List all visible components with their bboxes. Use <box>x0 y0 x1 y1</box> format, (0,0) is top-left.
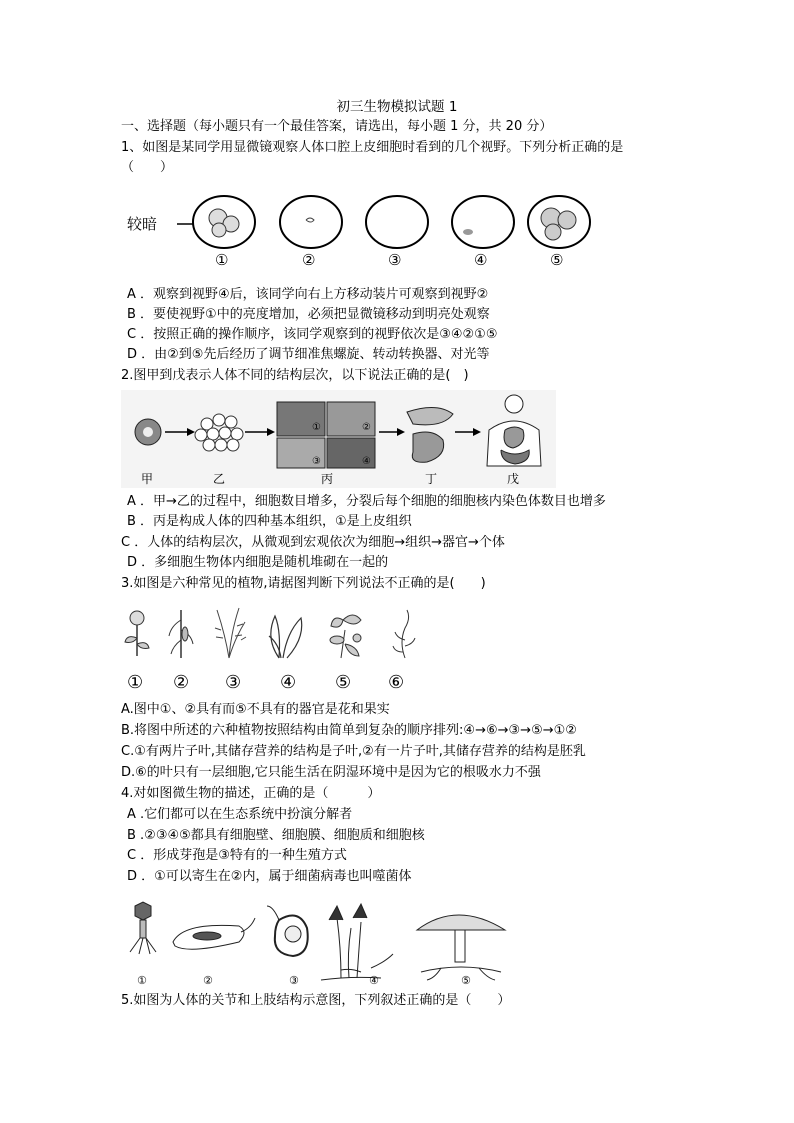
q2-stem: 2.图甲到戊表示人体不同的结构层次，以下说法正确的是( ) <box>121 368 469 383</box>
q3-fig-label-5: ⑤ <box>335 672 352 693</box>
q4-option-a: A .它们都可以在生态系统中扮演分解者 <box>127 807 353 822</box>
q2-tissue-4: ④ <box>362 456 371 467</box>
q1-option-a: A ．观察到视野④后，该同学向右上方移动装片可观察到视野② <box>127 287 489 302</box>
q4-option-c: C ．形成芽孢是③特有的一种生殖方式 <box>127 848 347 863</box>
q2-fig-label-ding: 丁 <box>425 472 438 486</box>
q4-microbes-figure <box>121 898 511 988</box>
q1-option-d: D ．由②到⑤先后经历了调节细准焦螺旋、转动转换器、对光等 <box>127 347 490 362</box>
q3-fig-label-2: ② <box>173 672 190 693</box>
q2-tissue-3: ③ <box>312 456 321 467</box>
q2-option-a: A ．甲→乙的过程中，细胞数目增多，分裂后每个细胞的细胞核内染色体数目也增多 <box>127 494 606 509</box>
q1-fig-label-dim: 较暗 <box>127 215 158 233</box>
q1-fig-label-4: ④ <box>474 251 488 269</box>
q1-option-c: C ．按照正确的操作顺序，该同学观察到的视野依次是③④②①⑤ <box>127 327 498 342</box>
q3-fig-label-1: ① <box>127 672 144 693</box>
q3-option-b: B.将图中所述的六种植物按照结构由简单到复杂的顺序排列:④→⑥→③→⑤→①② <box>121 723 577 738</box>
q4-option-b: B .②③④⑤都具有细胞壁、细胞膜、细胞质和细胞核 <box>127 828 425 843</box>
q4-fig-label-3: ③ <box>289 974 299 987</box>
q1-fig-label-1: ① <box>215 251 229 269</box>
q4-fig-label-1: ① <box>137 974 147 987</box>
q1-stem: 1、如图是某同学用显微镜观察人体口腔上皮细胞时看到的几个视野。下列分析正确的是 <box>121 140 624 155</box>
q3-stem: 3.如图是六种常见的植物,请据图判断下列说法不正确的是( ) <box>121 576 486 591</box>
q2-tissue-1: ① <box>312 422 321 433</box>
q5-stem: 5.如图为人体的关节和上肢结构示意图，下列叙述正确的是（ ） <box>121 993 511 1008</box>
q2-option-c: C ．人体的结构层次，从微观到宏观依次为细胞→组织→器官→个体 <box>121 535 505 550</box>
page-title: 初三生物模拟试题 1 <box>336 99 458 115</box>
q2-structure-levels-figure <box>121 390 556 488</box>
q2-option-b: B ．丙是构成人体的四种基本组织，①是上皮组织 <box>127 514 412 529</box>
q2-fig-label-jia: 甲 <box>141 472 154 486</box>
q1-fig-label-3: ③ <box>388 251 402 269</box>
q3-fig-label-4: ④ <box>280 672 297 693</box>
q1-fig-label-2: ② <box>302 251 316 269</box>
q2-tissue-2: ② <box>362 422 371 433</box>
q4-option-d: D ．①可以寄生在②内，属于细菌病毒也叫噬菌体 <box>127 869 412 884</box>
q3-option-d: D.⑥的叶只有一层细胞,它只能生活在阴湿环境中是因为它的根吸水力不强 <box>121 765 541 780</box>
q4-fig-label-5: ⑤ <box>461 974 471 987</box>
q1-option-b: B ．要使视野①中的亮度增加，必须把显微镜移动到明亮处观察 <box>127 307 490 322</box>
q3-fig-label-3: ③ <box>225 672 242 693</box>
q3-option-c: C.①有两片子叶,其储存营养的结构是子叶,②有一片子叶,其储存营养的结构是胚乳 <box>121 744 586 759</box>
q2-fig-label-wu: 戊 <box>507 472 520 486</box>
q1-answer-blank: （ ） <box>121 160 174 175</box>
q4-stem: 4.对如图微生物的描述，正确的是（ ） <box>121 786 381 801</box>
q2-fig-label-yi: 乙 <box>213 472 226 486</box>
q2-fig-label-bing: 丙 <box>321 472 334 486</box>
q1-microscope-figure <box>121 190 591 270</box>
section-heading: 一、选择题（每小题只有一个最佳答案，请选出，每小题 1 分，共 20 分） <box>121 119 553 134</box>
q3-fig-label-6: ⑥ <box>388 672 405 693</box>
q2-option-d: D ．多细胞生物体内细胞是随机堆砌在一起的 <box>127 555 389 570</box>
q4-fig-label-4: ④ <box>369 974 379 987</box>
q4-fig-label-2: ② <box>203 974 213 987</box>
q3-option-a: A.图中①、②具有而⑤不具有的器官是花和果实 <box>121 702 390 717</box>
q1-fig-label-5: ⑤ <box>550 251 564 269</box>
q3-plants-figure <box>121 600 426 695</box>
